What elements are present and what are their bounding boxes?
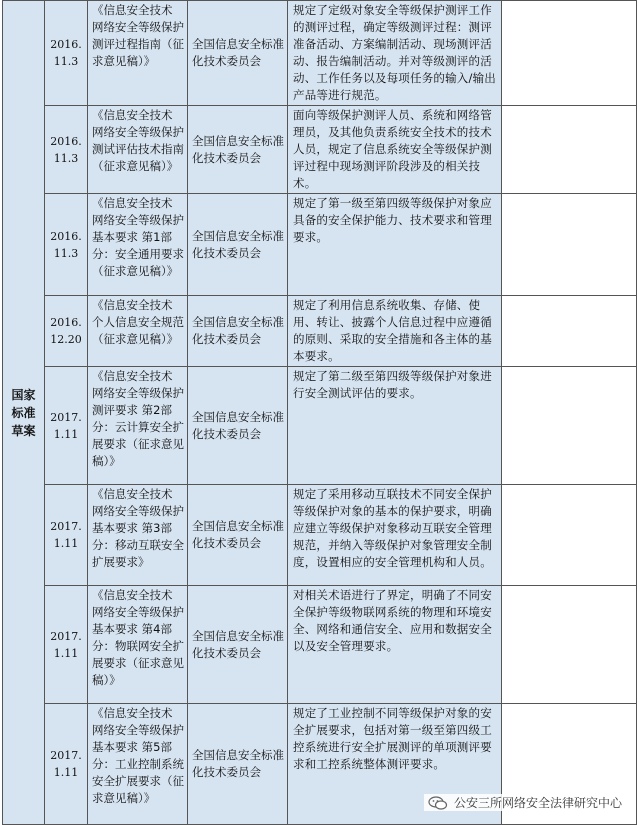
date-cell: 2017. 1.11 xyxy=(45,485,88,586)
title-cell: 《信息安全技术 网络安全等级保护基本要求 第3部分：移动互联安全扩展要求》 xyxy=(88,485,188,586)
desc-cell: 规定了工业控制不同等级保护对象的安全扩展要求，包括对第一级至第四级工控系统进行安全扩展测评的单项测评要求和工控系统整体测评要求。 xyxy=(288,704,502,825)
date-cell: 2017. 1.11 xyxy=(45,586,88,704)
empty-cell xyxy=(502,194,637,296)
table-row xyxy=(3,296,637,367)
empty-cell xyxy=(502,586,637,704)
desc-cell: 规定了第二级至第四级等级保护对象进行安全测试评估的要求。 xyxy=(288,367,502,485)
org-cell: 全国信息安全标准化技术委员会 xyxy=(188,704,288,825)
title-cell: 《信息安全技术 网络安全等级保护测评要求 第2部分：云计算安全扩展要求（征求意见稿）》 xyxy=(88,367,188,485)
title-cell: 《信息安全技术 个人信息安全规范（征求意见稿）》 xyxy=(88,296,188,367)
org-cell: 全国信息安全标准化技术委员会 xyxy=(188,586,288,704)
table-row xyxy=(3,106,637,194)
org-cell: 全国信息安全标准化技术委员会 xyxy=(188,106,288,194)
org-cell: 全国信息安全标准化技术委员会 xyxy=(188,485,288,586)
title-cell: 《信息安全技术 网络安全等级保护基本要求 第4部分：物联网安全扩展要求（征求意见稿）》 xyxy=(88,586,188,704)
title-cell: 《信息安全技术 网络安全等级保护基本要求 第5部分：工业控制系统安全扩展要求（征求意见稿）》 xyxy=(88,704,188,825)
desc-cell: 对相关术语进行了界定，明确了不同安全保护等级物联网系统的物理和环境安全、网络和通信安全、应用和数据安全以及安全管理要求。 xyxy=(288,586,502,704)
empty-cell xyxy=(502,296,637,367)
watermark xyxy=(424,794,626,811)
table-row xyxy=(3,367,637,485)
desc-cell: 面向等级保护测评人员、系统和网络管理员，及其他负责系统安全技术的技术人员，规定了信息系统安全等级保护测评过程中现场测评阶段涉及的相关技术。 xyxy=(288,106,502,194)
title-cell: 《信息安全技术 网络安全等级保护基本要求 第1部分：安全通用要求（征求意见稿）》 xyxy=(88,194,188,296)
empty-cell xyxy=(502,106,637,194)
table-row xyxy=(3,485,637,586)
date-cell: 2016. 11.3 xyxy=(45,106,88,194)
desc-cell: 规定了利用信息系统收集、存储、使用、转让、披露个人信息过程中应遵循的原则、采取的安全措施和各主体的基本要求。 xyxy=(288,296,502,367)
title-cell: 《信息安全技术 网络安全等级保护测试评估技术指南（征求意见稿）》 xyxy=(88,106,188,194)
org-cell: 全国信息安全标准化技术委员会 xyxy=(188,1,288,106)
category-cell: 国家标准草案 xyxy=(3,1,45,825)
empty-cell xyxy=(502,1,637,106)
org-cell: 全国信息安全标准化技术委员会 xyxy=(188,194,288,296)
standards-table xyxy=(2,0,637,825)
desc-cell: 规定了第一级至第四级等级保护对象应具备的安全保护能力、技术要求和管理要求。 xyxy=(288,194,502,296)
date-cell: 2016. 11.3 xyxy=(45,194,88,296)
empty-cell xyxy=(502,367,637,485)
table-row xyxy=(3,1,637,106)
date-cell: 2017. 1.11 xyxy=(45,704,88,825)
org-cell: 全国信息安全标准化技术委员会 xyxy=(188,296,288,367)
date-cell: 2016. 11.3 xyxy=(45,1,88,106)
date-cell: 2016. 12.20 xyxy=(45,296,88,367)
desc-cell: 规定了采用移动互联技术不同安全保护等级保护对象的基本的保护要求，明确应建立等级保护对象移动互联安全管理规范，并纳入等级保护对象管理安全制度，设置相应的安全管理机构和人员。 xyxy=(288,485,502,586)
empty-cell xyxy=(502,485,637,586)
title-cell: 《信息安全技术 网络安全等级保护测评过程指南（征求意见稿）》 xyxy=(88,1,188,106)
date-cell: 2017. 1.11 xyxy=(45,367,88,485)
watermark-text: 公安三所网络安全法律研究中心 xyxy=(453,796,622,810)
org-cell: 全国信息安全标准化技术委员会 xyxy=(188,367,288,485)
wechat-icon xyxy=(428,796,448,810)
table-row xyxy=(3,586,637,704)
table-row xyxy=(3,194,637,296)
desc-cell: 规定了定级对象安全等级保护测评工作的测评过程，确定等级测评过程：测评准备活动、方案编制活动、现场测评活动、报告编制活动。并对等级测评的活动、工作任务以及每项任务的输入/输出产品等进行规范。 xyxy=(288,1,502,106)
